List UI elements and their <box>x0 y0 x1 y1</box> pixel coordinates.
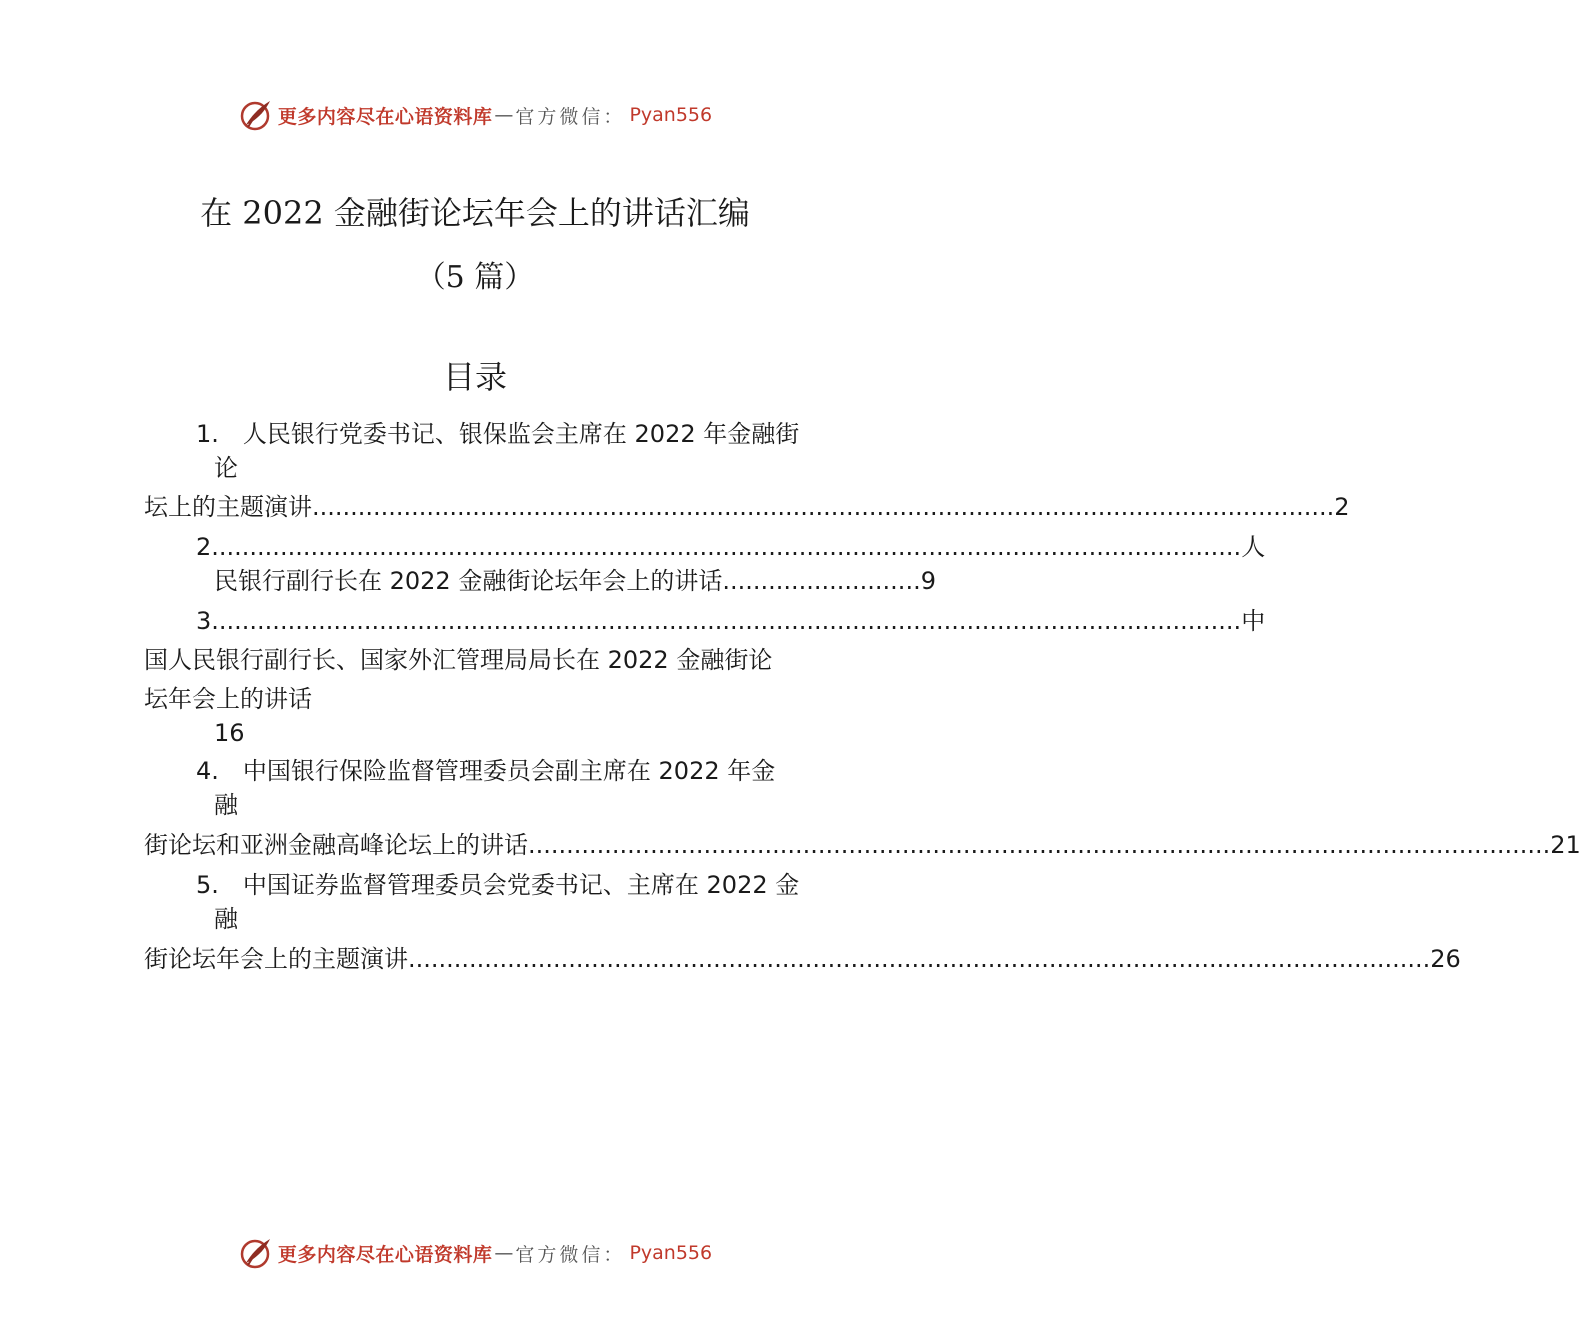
toc-entry-4-page: 21 <box>1550 831 1581 859</box>
toc-entry-1-page: 2 <box>1334 493 1350 521</box>
toc-entry-2-line1[interactable] <box>196 530 1266 564</box>
footer-banner <box>0 1233 950 1273</box>
toc-leader-dots: ...................................................................................................................................... <box>528 831 1551 859</box>
document-subtitle: （5 篇） <box>415 260 535 295</box>
toc-heading: 目录 <box>442 358 507 396</box>
toc-entry-1-line2[interactable]: 论 <box>214 454 238 482</box>
toc-leader-dots: ...................................................................................................................................... <box>218 533 1242 561</box>
toc-entry-5-text: 街论坛年会上的主题演讲 <box>144 945 408 973</box>
toc-entry-5-line1[interactable]: 5. 中国证券监督管理委员会党委书记、主席在 2022 金 <box>196 871 800 899</box>
toc-leader-dots: ...................................................................................................................................... <box>312 493 1335 521</box>
toc-entry-1-text: 坛上的主题演讲 <box>144 493 312 521</box>
toc-entry-3-line3[interactable]: 坛年会上的讲话 <box>144 685 312 713</box>
banner-brand: 更多内容尽在心语资料库 <box>277 105 493 128</box>
toc-entry-2-page: 9 <box>920 567 936 595</box>
toc-entry-2-number: 2. <box>196 533 219 561</box>
toc-entry-1-line1[interactable]: 1. 人民银行党委书记、银保监会主席在 2022 年金融街 <box>196 420 800 448</box>
toc-leader-dots: ...................................................................................................................................... <box>218 607 1242 635</box>
toc-entry-2-char: 人 <box>1241 533 1266 561</box>
banner-dash: — <box>494 104 514 126</box>
toc-entry-5-line3[interactable] <box>144 942 1461 976</box>
toc-entry-4-line3[interactable] <box>144 828 1581 862</box>
banner-wechat-label: 官方微信： <box>515 105 626 128</box>
toc-leader-dots: .......................... <box>722 567 921 595</box>
banner-account: Pyan556 <box>629 104 713 126</box>
toc-entry-5-page: 26 <box>1430 945 1461 973</box>
toc-entry-4-line1[interactable]: 4. 中国银行保险监督管理委员会副主席在 2022 年金 <box>196 757 776 785</box>
toc-entry-3-page[interactable]: 16 <box>214 719 245 747</box>
toc-entry-3-number: 3. <box>196 607 219 635</box>
toc-entry-4-line2[interactable]: 融 <box>214 791 238 819</box>
document-title: 在 2022 金融街论坛年会上的讲话汇编 <box>200 194 750 232</box>
toc-entry-3-line2[interactable]: 国人民银行副行长、国家外汇管理局局长在 2022 金融街论 <box>144 646 773 674</box>
toc-entry-3-char: 中 <box>1241 607 1266 635</box>
banner-dash: — <box>494 1242 514 1264</box>
banner-wechat-label: 官方微信： <box>515 1243 626 1266</box>
toc-entry-2-line2[interactable] <box>214 564 936 598</box>
toc-leader-dots: ...................................................................................................................................... <box>408 945 1431 973</box>
quill-logo-icon <box>238 97 274 133</box>
banner-account: Pyan556 <box>629 1242 713 1264</box>
toc-entry-1-line3[interactable] <box>144 490 1350 524</box>
toc-entry-4-text: 街论坛和亚洲金融高峰论坛上的讲话 <box>144 831 528 859</box>
toc-entry-3-line1[interactable] <box>196 604 1266 638</box>
toc-entry-5-line2[interactable]: 融 <box>214 905 238 933</box>
banner-brand: 更多内容尽在心语资料库 <box>277 1243 493 1266</box>
toc-entry-2-text: 民银行副行长在 2022 金融街论坛年会上的讲话 <box>214 567 723 595</box>
header-banner <box>0 95 950 135</box>
quill-logo-icon <box>238 1235 274 1271</box>
